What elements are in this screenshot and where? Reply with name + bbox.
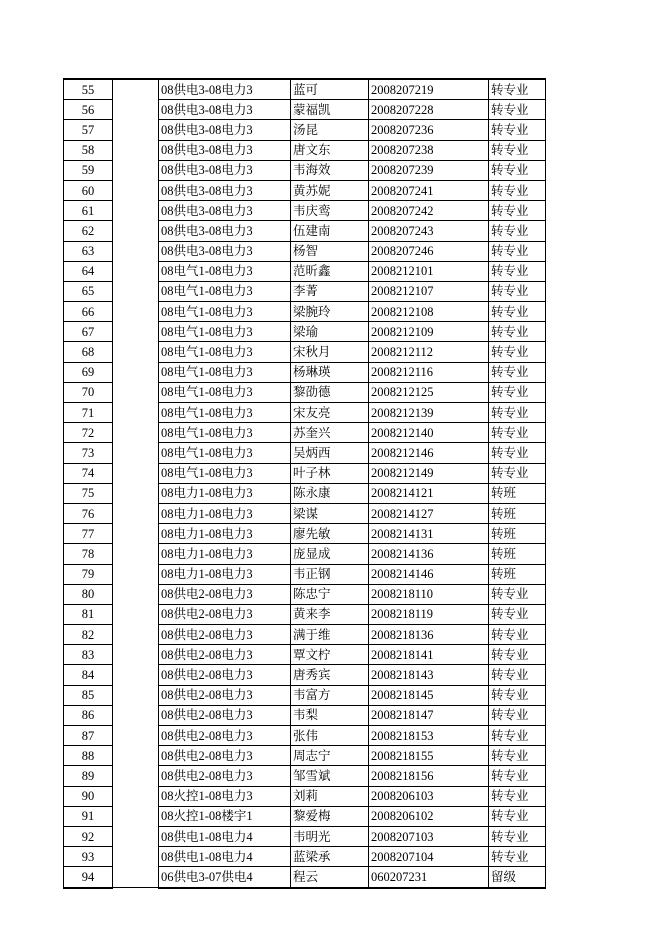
cell-class-transfer: 08供电3-08电力3 [159,120,291,140]
cell-class-transfer: 08电力1-08电力3 [159,503,291,523]
cell-student-id: 2008218110 [369,584,489,604]
cell-student-name: 覃文柠 [291,645,369,665]
cell-student-id: 060207231 [369,867,489,888]
cell-class-transfer: 08供电2-08电力3 [159,685,291,705]
cell-class-transfer: 06供电3-07供电4 [159,867,291,888]
cell-student-name: 黄苏妮 [291,180,369,200]
cell-student-name: 黄来李 [291,604,369,624]
cell-student-id: 2008212146 [369,443,489,463]
cell-row-number: 91 [64,806,113,826]
cell-student-id: 2008212149 [369,463,489,483]
cell-student-id: 2008218143 [369,665,489,685]
cell-student-name: 范昕鑫 [291,261,369,281]
cell-student-name: 韦海效 [291,160,369,180]
cell-student-id: 2008207241 [369,180,489,200]
cell-student-id: 2008214127 [369,503,489,523]
cell-row-number: 62 [64,221,113,241]
cell-row-number: 61 [64,201,113,221]
cell-row-number: 64 [64,261,113,281]
cell-row-number: 85 [64,685,113,705]
cell-class-transfer: 08供电3-08电力3 [159,241,291,261]
cell-class-transfer: 08供电2-08电力3 [159,726,291,746]
cell-row-number: 82 [64,625,113,645]
cell-row-number: 57 [64,120,113,140]
cell-class-transfer: 08供电3-08电力3 [159,160,291,180]
cell-row-number: 59 [64,160,113,180]
cell-class-transfer: 08供电2-08电力3 [159,665,291,685]
cell-transfer-status: 转专业 [489,746,546,766]
cell-class-transfer: 08供电3-08电力3 [159,140,291,160]
cell-student-name: 叶子林 [291,463,369,483]
cell-student-name: 邹雪斌 [291,766,369,786]
cell-student-id: 2008212112 [369,342,489,362]
cell-row-number: 89 [64,766,113,786]
cell-transfer-status: 转专业 [489,362,546,382]
cell-student-id: 2008207103 [369,826,489,846]
cell-student-name: 庞显成 [291,544,369,564]
cell-row-number: 56 [64,100,113,120]
cell-row-number: 65 [64,281,113,301]
cell-class-transfer: 08供电3-08电力3 [159,221,291,241]
cell-class-transfer: 08电气1-08电力3 [159,281,291,301]
cell-class-transfer: 08电气1-08电力3 [159,322,291,342]
cell-student-id: 2008214146 [369,564,489,584]
cell-student-id: 2008207239 [369,160,489,180]
cell-student-name: 陈忠宁 [291,584,369,604]
cell-transfer-status: 转专业 [489,423,546,443]
cell-row-number: 71 [64,403,113,423]
cell-row-number: 70 [64,382,113,402]
cell-student-name: 陈永康 [291,483,369,503]
cell-student-id: 2008207236 [369,120,489,140]
cell-student-id: 2008212107 [369,281,489,301]
cell-row-number: 93 [64,847,113,867]
cell-row-number: 84 [64,665,113,685]
cell-class-transfer: 08供电3-08电力3 [159,100,291,120]
cell-row-number: 66 [64,302,113,322]
cell-transfer-status: 转专业 [489,382,546,402]
cell-transfer-status: 留级 [489,867,546,888]
cell-student-name: 梁腕玲 [291,302,369,322]
cell-student-name: 李菁 [291,281,369,301]
cell-student-id: 2008207246 [369,241,489,261]
cell-class-transfer: 08电气1-08电力3 [159,342,291,362]
cell-class-transfer: 08电气1-08电力3 [159,403,291,423]
cell-class-transfer: 08电气1-08电力3 [159,302,291,322]
cell-student-name: 韦庆鸾 [291,201,369,221]
cell-row-number: 78 [64,544,113,564]
cell-student-name: 满于维 [291,625,369,645]
cell-transfer-status: 转班 [489,503,546,523]
cell-transfer-status: 转专业 [489,786,546,806]
cell-class-transfer: 08供电2-08电力3 [159,584,291,604]
cell-student-id: 2008212109 [369,322,489,342]
cell-class-transfer: 08电气1-08电力3 [159,423,291,443]
cell-student-id: 2008207228 [369,100,489,120]
cell-student-id: 2008214131 [369,524,489,544]
cell-class-transfer: 08电力1-08电力3 [159,483,291,503]
cell-transfer-status: 转专业 [489,463,546,483]
cell-student-id: 2008207242 [369,201,489,221]
cell-student-id: 2008212116 [369,362,489,382]
table-row[interactable] [64,79,546,100]
cell-student-name: 宋秋月 [291,342,369,362]
cell-transfer-status: 转专业 [489,302,546,322]
cell-student-name: 伍建南 [291,221,369,241]
cell-row-number: 74 [64,463,113,483]
cell-class-transfer: 08供电2-08电力3 [159,766,291,786]
cell-transfer-status: 转专业 [489,443,546,463]
cell-student-id: 2008212139 [369,403,489,423]
cell-transfer-status: 转专业 [489,645,546,665]
cell-student-name: 蓝可 [291,79,369,100]
cell-row-number: 77 [64,524,113,544]
cell-student-id: 2008218147 [369,705,489,725]
cell-student-name: 廖先敏 [291,524,369,544]
cell-transfer-status: 转专业 [489,766,546,786]
cell-row-number: 83 [64,645,113,665]
cell-class-transfer: 08供电2-08电力3 [159,625,291,645]
cell-class-transfer: 08供电1-08电力4 [159,847,291,867]
cell-row-number: 67 [64,322,113,342]
cell-student-name: 唐文东 [291,140,369,160]
cell-class-transfer: 08火控1-08电力3 [159,786,291,806]
cell-student-id: 2008218145 [369,685,489,705]
cell-student-name: 韦富方 [291,685,369,705]
cell-student-name: 韦明光 [291,826,369,846]
cell-row-number: 87 [64,726,113,746]
cell-transfer-status: 转专业 [489,79,546,100]
cell-class-transfer: 08电气1-08电力3 [159,443,291,463]
cell-transfer-status: 转专业 [489,140,546,160]
cell-transfer-status: 转专业 [489,180,546,200]
cell-transfer-status: 转专业 [489,847,546,867]
cell-student-id: 2008212125 [369,382,489,402]
cell-student-id: 2008207238 [369,140,489,160]
cell-class-transfer: 08电气1-08电力3 [159,362,291,382]
cell-row-number: 80 [64,584,113,604]
cell-row-number: 63 [64,241,113,261]
cell-student-name: 蒙福凯 [291,100,369,120]
cell-transfer-status: 转专业 [489,342,546,362]
cell-transfer-status: 转专业 [489,806,546,826]
cell-row-number: 92 [64,826,113,846]
cell-row-number: 60 [64,180,113,200]
cell-class-transfer: 08电气1-08电力3 [159,463,291,483]
cell-transfer-status: 转专业 [489,322,546,342]
cell-student-name: 黎劭德 [291,382,369,402]
cell-student-id: 2008206102 [369,806,489,826]
cell-class-transfer: 08电气1-08电力3 [159,261,291,281]
cell-transfer-status: 转专业 [489,726,546,746]
cell-transfer-status: 转专业 [489,625,546,645]
cell-transfer-status: 转专业 [489,403,546,423]
cell-student-id: 2008207104 [369,847,489,867]
cell-transfer-status: 转专业 [489,120,546,140]
cell-student-id: 2008207243 [369,221,489,241]
cell-transfer-status: 转专业 [489,281,546,301]
cell-class-transfer: 08电力1-08电力3 [159,524,291,544]
cell-class-transfer: 08供电2-08电力3 [159,645,291,665]
cell-class-transfer: 08供电2-08电力3 [159,705,291,725]
cell-row-number: 94 [64,867,113,888]
cell-class-transfer: 08火控1-08楼宇1 [159,806,291,826]
cell-row-number: 73 [64,443,113,463]
cell-student-id: 2008212140 [369,423,489,443]
cell-student-id: 2008218136 [369,625,489,645]
cell-row-number: 58 [64,140,113,160]
cell-class-transfer: 08供电2-08电力3 [159,604,291,624]
cell-row-number: 79 [64,564,113,584]
cell-row-number: 86 [64,705,113,725]
cell-transfer-status: 转班 [489,483,546,503]
cell-student-id: 2008207219 [369,79,489,100]
cell-student-id: 2008212108 [369,302,489,322]
cell-student-name: 宋友亮 [291,403,369,423]
cell-row-number: 81 [64,604,113,624]
cell-row-number: 90 [64,786,113,806]
cell-class-transfer: 08供电3-08电力3 [159,180,291,200]
cell-student-name: 韦正钢 [291,564,369,584]
cell-student-id: 2008218156 [369,766,489,786]
cell-row-number: 68 [64,342,113,362]
cell-transfer-status: 转专业 [489,685,546,705]
cell-transfer-status: 转专业 [489,584,546,604]
cell-student-name: 杨琳瑛 [291,362,369,382]
cell-transfer-status: 转专业 [489,604,546,624]
cell-transfer-status: 转专业 [489,261,546,281]
cell-student-id: 2008214136 [369,544,489,564]
cell-transfer-status: 转专业 [489,665,546,685]
cell-student-name: 梁瑜 [291,322,369,342]
cell-transfer-status: 转班 [489,544,546,564]
cell-student-name: 蓝梁承 [291,847,369,867]
cell-student-name: 杨智 [291,241,369,261]
cell-transfer-status: 转专业 [489,221,546,241]
cell-class-transfer: 08电气1-08电力3 [159,382,291,402]
cell-class-transfer: 08供电3-08电力3 [159,201,291,221]
cell-student-id: 2008218153 [369,726,489,746]
cell-transfer-status: 转专业 [489,241,546,261]
cell-row-number: 69 [64,362,113,382]
cell-student-id: 2008212101 [369,261,489,281]
cell-student-name: 唐秀宾 [291,665,369,685]
cell-transfer-status: 转班 [489,524,546,544]
cell-student-id: 2008206103 [369,786,489,806]
cell-student-name: 汤昆 [291,120,369,140]
cell-class-transfer: 08供电2-08电力3 [159,746,291,766]
cell-transfer-status: 转专业 [489,201,546,221]
cell-student-name: 张伟 [291,726,369,746]
cell-row-number: 75 [64,483,113,503]
cell-row-number: 55 [64,79,113,100]
cell-student-name: 周志宁 [291,746,369,766]
cell-empty-column [113,79,159,888]
cell-student-name: 韦梨 [291,705,369,725]
cell-transfer-status: 转专业 [489,160,546,180]
cell-row-number: 88 [64,746,113,766]
cell-student-name: 苏奎兴 [291,423,369,443]
cell-class-transfer: 08电力1-08电力3 [159,544,291,564]
cell-class-transfer: 08供电1-08电力4 [159,826,291,846]
cell-student-name: 程云 [291,867,369,888]
cell-transfer-status: 转专业 [489,705,546,725]
cell-student-name: 黎爱梅 [291,806,369,826]
cell-student-name: 梁谋 [291,503,369,523]
cell-student-id: 2008218119 [369,604,489,624]
student-transfer-table [63,78,546,889]
cell-class-transfer: 08电力1-08电力3 [159,564,291,584]
cell-transfer-status: 转专业 [489,826,546,846]
cell-row-number: 72 [64,423,113,443]
cell-transfer-status: 转班 [489,564,546,584]
cell-student-name: 吴炳西 [291,443,369,463]
cell-row-number: 76 [64,503,113,523]
cell-student-id: 2008218141 [369,645,489,665]
cell-transfer-status: 转专业 [489,100,546,120]
table-body [64,79,546,888]
cell-student-id: 2008218155 [369,746,489,766]
cell-class-transfer: 08供电3-08电力3 [159,79,291,100]
cell-student-name: 刘莉 [291,786,369,806]
cell-student-id: 2008214121 [369,483,489,503]
